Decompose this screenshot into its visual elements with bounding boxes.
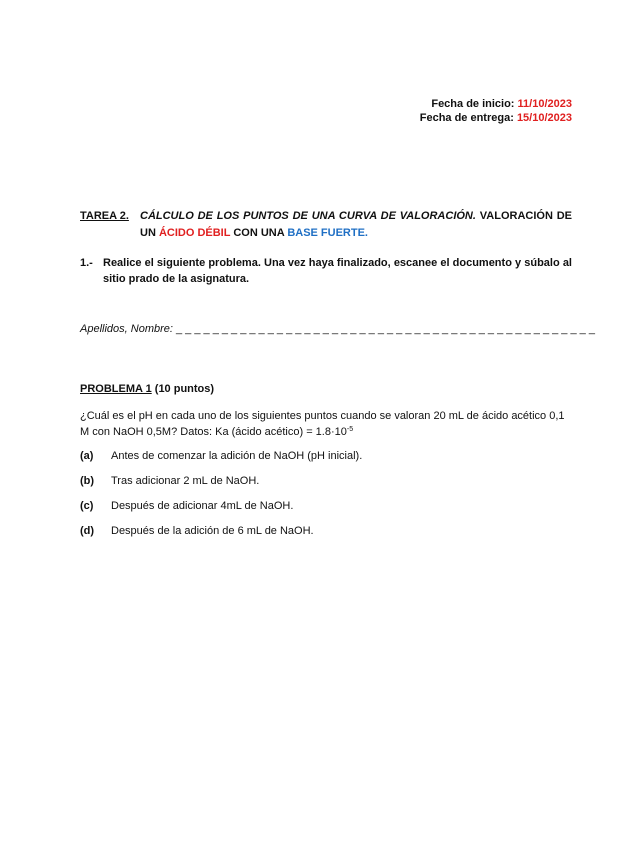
task-label: TAREA 2.: [80, 210, 129, 222]
instruction: [80, 255, 572, 287]
start-date-label: Fecha de inicio:: [431, 98, 515, 110]
name-field-blank[interactable]: _ _ _ _ _ _ _ _ _ _ _ _ _ _ _ _ _ _ _ _ _ _ _ _ _ _ _ _ _ _ _ _ _ _ _ _ _ _ _ _ _ _ _ _ _ _: [172, 323, 595, 335]
item-letter: (d): [80, 525, 95, 537]
start-date-line: [420, 97, 572, 111]
item-text: Antes de comenzar la adición de NaOH (pH inicial).: [111, 450, 363, 462]
due-date-value: 15/10/2023: [516, 112, 572, 124]
task-title-part-2: CON UNA: [230, 227, 288, 239]
item-text: Después de la adición de 6 mL de NaOH.: [111, 525, 314, 537]
due-date-line: [420, 111, 572, 125]
weak-acid-label: ÁCIDO DÉBIL: [158, 227, 231, 239]
task-heading: [80, 208, 572, 242]
dates-block: [420, 97, 572, 125]
problem-title: [80, 383, 214, 395]
due-date-label: Fecha de entrega:: [419, 112, 514, 124]
problem-points: (10 puntos): [151, 383, 215, 395]
problem-item-c: [80, 499, 293, 513]
task-title-italic: CÁLCULO DE LOS PUNTOS DE UNA CURVA DE VALORACIÓN.: [140, 210, 476, 222]
item-letter: (b): [80, 475, 95, 487]
ka-exponent: -5: [346, 426, 354, 433]
problem-statement-text: ¿Cuál es el pH en cada uno de los siguientes puntos cuando se valoran 20 mL de ácido acético 0,1 M con NaOH 0,5M? Datos: Ka (ácido acético) = 1.8·10: [80, 410, 565, 438]
item-text: Después de adicionar 4mL de NaOH.: [111, 500, 294, 512]
strong-base-label: BASE FUERTE.: [287, 227, 368, 239]
problem-item-a: [80, 449, 362, 463]
problem-item-d: [80, 524, 314, 538]
task-title: [140, 208, 572, 242]
task-title-part-1: VALORACIÓN DE UN: [140, 210, 572, 239]
start-date-value: 11/10/2023: [517, 98, 572, 110]
item-text: Tras adicionar 2 mL de NaOH.: [111, 475, 260, 487]
name-field[interactable]: [80, 321, 595, 337]
item-letter: (c): [80, 500, 94, 512]
item-letter: (a): [80, 450, 94, 462]
problem-statement: [80, 408, 572, 440]
problem-item-b: [80, 474, 259, 488]
instruction-text: Realice el siguiente problema. Una vez haya finalizado, escanee el documento y súbalo al sitio prado de la asignatura.: [103, 257, 572, 285]
name-field-label: Apellidos, Nombre:: [80, 323, 173, 335]
instruction-number: 1.-: [80, 257, 93, 269]
problem-title-label: PROBLEMA 1: [80, 383, 152, 395]
